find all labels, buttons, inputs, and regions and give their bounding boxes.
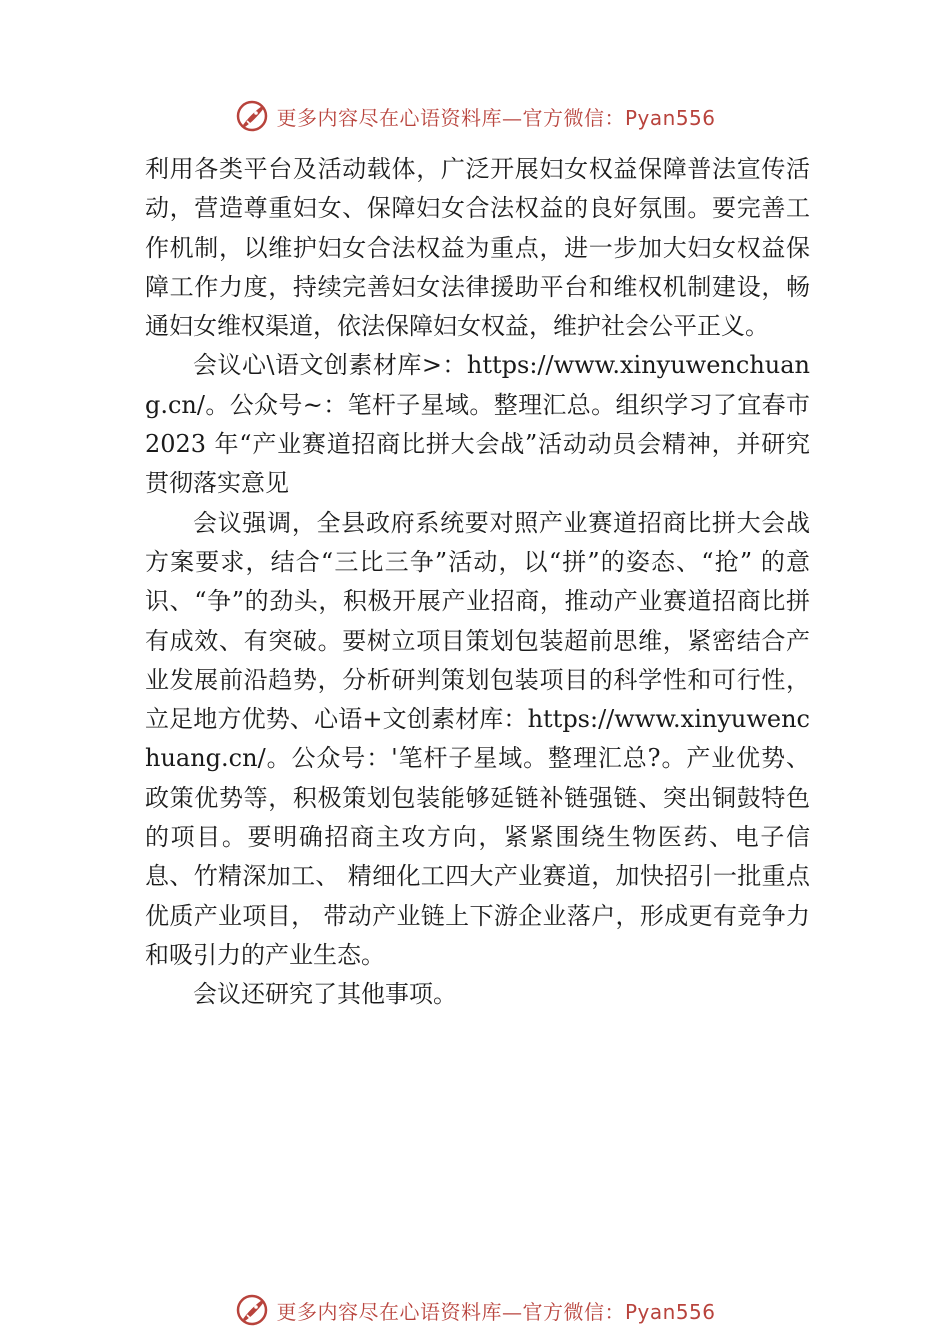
paragraph-4: 会议还研究了其他事项。 xyxy=(193,980,457,1009)
paragraph-2: 会议心\语文创素材库>：https://www.xinyuwenchuang.cn/。公众号~：笔杆子星域。整理汇总。组织学习了宜春市 2023 年“产业赛道招商比拼大会战”活动动员会精神，并研究贯彻落实意见 xyxy=(145,351,810,498)
document-body xyxy=(145,150,810,1015)
footer-banner xyxy=(0,1290,950,1330)
paragraph-3: 会议强调，全县政府系统要对照产业赛道招商比拼大会战方案要求，结合“三比三争”活动，以“拼”的姿态、“抢” 的意识、“争”的劲头，积极开展产业招商，推动产业赛道招商比拼有成效、有突破。要树立项目策划包装超前思维，紧密结合产业发展前沿趋势，分析研判策划包装项目的科学性和可行性，立足地方优势、心语+文创素材库：https://www.xinyuwenchuang.cn/。公众号：'笔杆子星域。整理汇总?。产业优势、政策优势等，积极策划包装能够延链补链强链、突出铜鼓特色的项目。要明确招商主攻方向，紧紧围绕生物医药、电子信息、竹精深加工、 精细化工四大产业赛道，加快招引一批重点优质产业项目， 带动产业链上下游企业落户，形成更有竞争力和吸引力的产业生态。 xyxy=(145,508,810,969)
paragraph-1: 利用各类平台及活动载体，广泛开展妇女权益保障普法宣传活动，营造尊重妇女、保障妇女合法权益的良好氛围。要完善工作机制，以维护妇女合法权益为重点，进一步加大妇女权益保障工作力度，持续完善妇女法律援助平台和维权机制建设，畅通妇女维权渠道，依法保障妇女权益，维护社会公平正义。 xyxy=(145,155,810,341)
header-banner xyxy=(0,96,950,136)
footer-banner-content xyxy=(234,1292,715,1328)
pen-nib-logo-icon xyxy=(234,98,270,134)
header-banner-text: 更多内容尽在心语资料库—官方微信：Pyan556 xyxy=(276,105,716,130)
pen-nib-logo-icon xyxy=(234,1292,270,1328)
footer-banner-account: Pyan556 xyxy=(624,1299,716,1324)
header-banner-content xyxy=(234,98,715,134)
footer-banner-text: 更多内容尽在心语资料库—官方微信：Pyan556 xyxy=(276,1299,716,1324)
header-banner-account: Pyan556 xyxy=(624,105,716,130)
